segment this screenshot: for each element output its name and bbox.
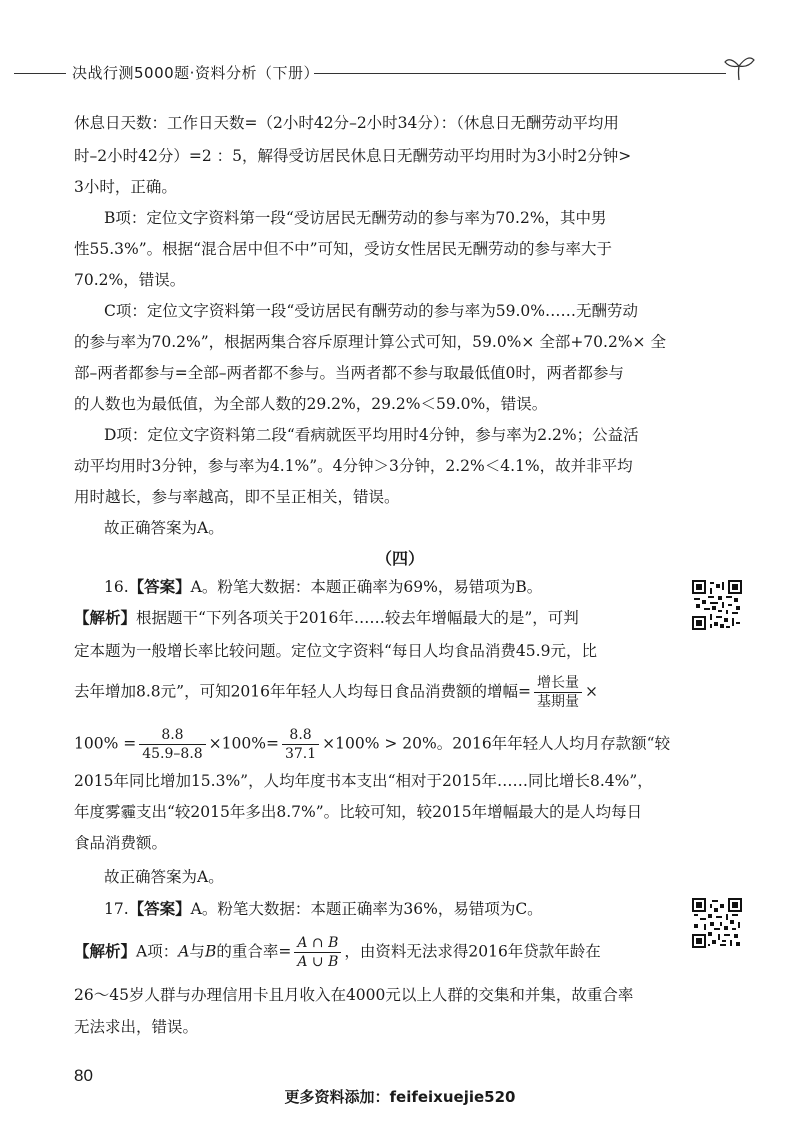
- text-line: 26～45岁人群与办理信用卡且月收入在4000元以上人群的交集和并集，故重合率: [74, 986, 634, 1004]
- q16-analysis-line: [74, 607, 579, 629]
- page-number: 80: [74, 1066, 93, 1085]
- q16-number: 16.: [104, 578, 129, 596]
- fraction-numerator: 8.8: [139, 726, 205, 745]
- analysis-tag: 【解析】: [74, 941, 137, 961]
- qr-code-icon[interactable]: [692, 580, 742, 630]
- fraction-denominator: 45.9–8.8: [142, 746, 203, 762]
- formula-line: [74, 674, 598, 711]
- header-rule-right: [314, 73, 726, 74]
- q16-answer-text: A。粉笔大数据：本题正确率为69%，易错项为B。: [190, 578, 543, 596]
- text-line: 时–2小时42分）=2 ：5，解得受访居民休息日无酬劳动平均用时为3小时2分钟>: [74, 147, 632, 165]
- answer-line: 故正确答案为A。: [104, 868, 224, 886]
- fraction: [139, 726, 205, 763]
- answer-tag: 【答案】: [128, 577, 191, 596]
- text-line: 无法求出，错误。: [74, 1018, 199, 1036]
- text-segment: ×: [585, 682, 599, 701]
- fraction-denominator: 37.1: [284, 746, 317, 762]
- formula-line: [74, 726, 670, 763]
- option-b-line: B项：定位文字资料第一段“受访居民无酬劳动的参与率为70.2%，其中男: [104, 209, 607, 227]
- text-line: 休息日天数：工作日天数=（2小时42分–2小时34分）：（休息日无酬劳动平均用: [74, 114, 619, 132]
- qr-code-icon[interactable]: [692, 898, 742, 948]
- footer-watermark-text: 更多资料添加：feifeixuejie520: [284, 1088, 516, 1106]
- q17-analysis-line: [74, 934, 601, 971]
- text-segment: 的重合率=: [216, 942, 292, 961]
- text-line: 定本题为一般增长率比较问题。定位文字资料“每日人均食品消费45.9元，比: [74, 642, 597, 660]
- text-segment: ×100%=: [208, 734, 279, 753]
- text-line: 的参与率为70.2%”，根据两集合容斥原理计算公式可知，59.0%× 全部+70.2%× 全: [74, 333, 666, 351]
- option-c-line: C项：定位文字资料第一段“受访居民有酬劳动的参与率为59.0%……无酬劳动: [104, 302, 639, 320]
- book-header-title: 决战行测5000题·资料分析（下册）: [72, 64, 319, 82]
- text-line: 2015年同比增加15.3%”，人均年度书本支出“相对于2015年……同比增长8.4%”，: [74, 772, 653, 790]
- text-line: 70.2%，错误。: [74, 271, 186, 289]
- text-line: 3小时，正确。: [74, 178, 177, 196]
- fraction-numerator: 增长量: [534, 674, 582, 693]
- overlap-fraction: [294, 934, 341, 971]
- fraction-numerator: A ∩ B: [294, 934, 341, 953]
- answer-tag: 【答案】: [128, 899, 191, 918]
- option-d-line: D项：定位文字资料第二段“看病就医平均用时4分钟，参与率为2.2%；公益活: [104, 426, 639, 444]
- text-line: 动平均用时3分钟，参与率为4.1%”。4分钟＞3分钟，2.2%＜4.1%，故并非平均: [74, 457, 633, 475]
- q17-answer-line: [104, 898, 543, 920]
- section-heading: （四）: [375, 549, 424, 568]
- text-line: 年度雾霾支出“较2015年多出8.7%”。比较可知，较2015年增幅最大的是人均每日: [74, 803, 643, 821]
- text-segment: ×100% > 20%。2016年年轻人人均月存款额“较: [322, 734, 671, 753]
- fraction-denominator: 基期量: [537, 694, 580, 710]
- set-a: A: [178, 942, 190, 961]
- q17-number: 17.: [104, 900, 129, 918]
- q17-answer-text: A。粉笔大数据：本题正确率为36%，易错项为C。: [190, 900, 543, 918]
- set-b: B: [204, 942, 217, 961]
- text-line: 部–两者都参与=全部–两者都不参与。当两者都不参与取最低值0时，两者都参与: [74, 364, 624, 382]
- sprout-icon: [722, 50, 756, 84]
- text-segment: 100% =: [74, 734, 137, 753]
- text-segment: A项：: [136, 942, 179, 961]
- text-segment: 去年增加8.8元”，可知2016年年轻人人均每日食品消费额的增幅=: [74, 682, 532, 701]
- header-rule-left: [14, 73, 66, 74]
- text-line: 的人数也为最低值，为全部人数的29.2%，29.2%＜59.0%，错误。: [74, 395, 548, 413]
- text-segment: 与: [189, 942, 205, 961]
- text-line: 食品消费额。: [74, 834, 168, 852]
- fraction: [282, 726, 319, 763]
- fraction-denominator: A ∪ B: [297, 954, 339, 970]
- q16-answer-line: [104, 576, 542, 598]
- analysis-tag: 【解析】: [74, 608, 137, 627]
- growth-rate-fraction: [534, 674, 582, 711]
- text-line: 用时越长，参与率越高，即不呈正相关，错误。: [74, 488, 400, 506]
- answer-line: 故正确答案为A。: [104, 519, 224, 537]
- fraction-numerator: 8.8: [282, 726, 319, 745]
- analysis-text: 根据题干“下列各项关于2016年……较去年增幅最大的是”，可判: [136, 609, 579, 627]
- text-line: 性55.3%”。根据“混合居中但不中”可知，受访女性居民无酬劳动的参与率大于: [74, 240, 613, 258]
- text-segment: ，由资料无法求得2016年贷款年龄在: [344, 942, 601, 961]
